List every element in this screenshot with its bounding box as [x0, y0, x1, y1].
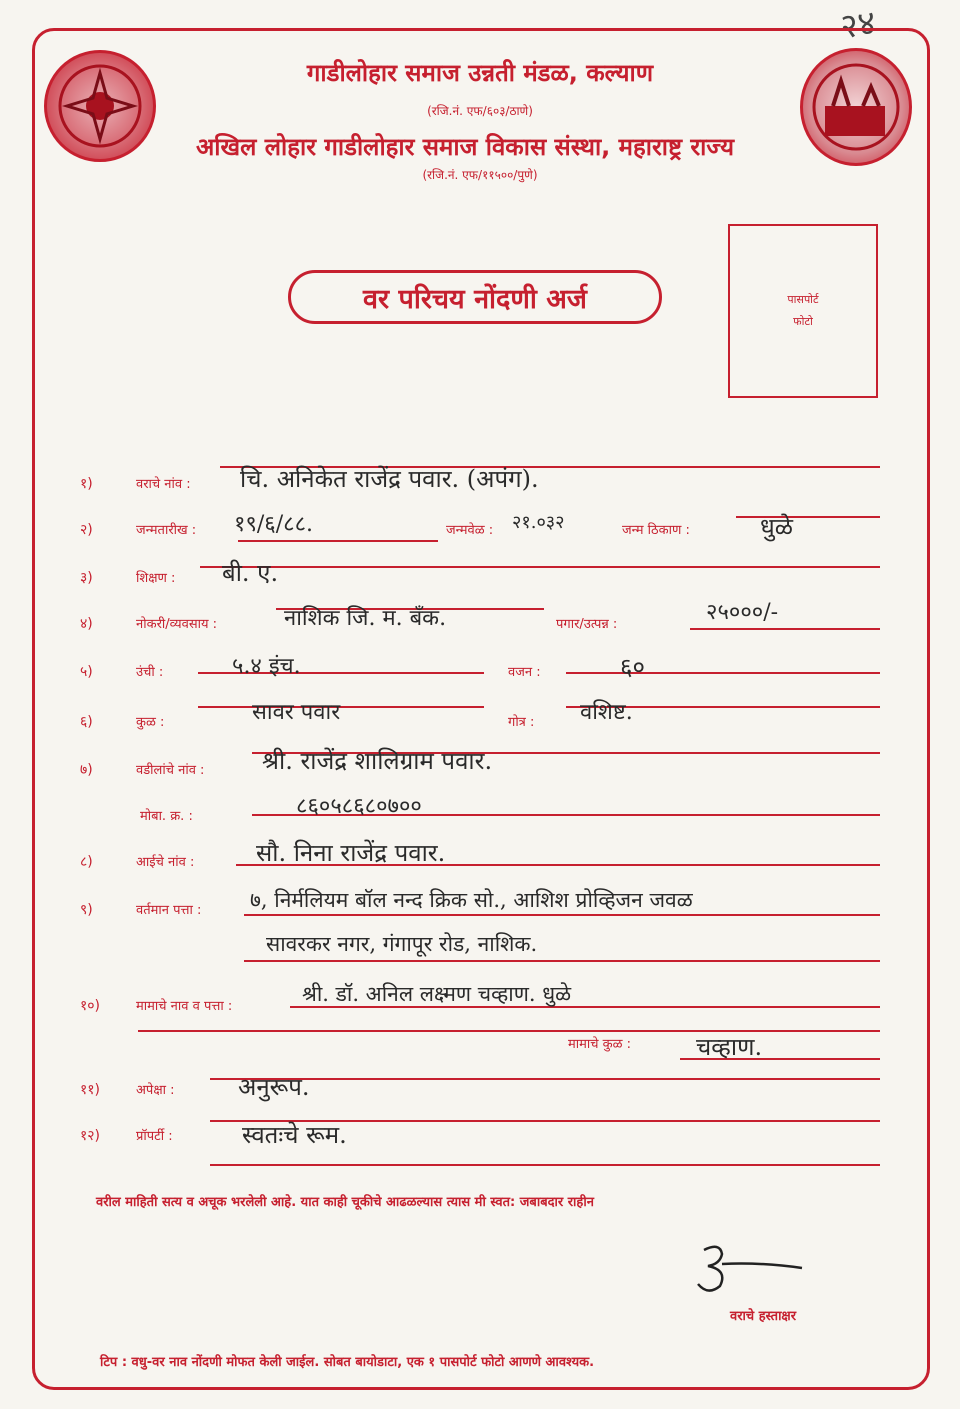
property-line-2 — [210, 1164, 880, 1166]
declaration-text: वरील माहिती सत्य व अचूक भरलेली आहे. यात काही चूकीचे आढळल्यास त्यास मी स्वत: जबाबदार राहीन — [96, 1195, 594, 1210]
education-label: शिक्षण : — [136, 571, 176, 586]
birth-time-value: २१.०३२ — [512, 512, 565, 533]
mother-name-value: सौ. निना राजेंद्र पवार. — [256, 839, 446, 867]
address-value-2: सावरकर नगर, गंगापूर रोड, नाशिक. — [266, 932, 538, 956]
uncle-line-2 — [138, 1030, 880, 1032]
org-reg-secondary: (रजि.नं. एफ/११५००/पुणे) — [422, 168, 538, 182]
height-value: ५.४ इंच. — [232, 654, 301, 679]
field-number: ५) — [80, 664, 93, 680]
expectation-line — [210, 1078, 880, 1080]
property-label: प्रॉपर्टी : — [136, 1129, 173, 1144]
corner-mark: २४ — [837, 2, 879, 48]
uncle-clan-label: मामाचे कुळ : — [568, 1037, 632, 1052]
field-number: ८) — [80, 854, 93, 870]
uncle-value: श्री. डॉ. अनिल लक्ष्मण चव्हाण. धुळे — [302, 982, 572, 1006]
salary-value: २५०००/- — [706, 600, 779, 625]
org-name-primary: गाडीलोहार समाज उन्नती मंडळ, कल्याण — [306, 59, 654, 87]
education-line — [200, 566, 880, 568]
field-number: ११) — [80, 1082, 101, 1098]
photo-label-2: फोटो — [793, 315, 813, 328]
uncle-label: मामाचे नाव व पत्ता : — [136, 999, 233, 1014]
dob-value: १९/६/८८. — [234, 512, 314, 537]
mother-name-label: आईचे नांव : — [136, 855, 195, 870]
dob-label: जन्मतारीख : — [136, 523, 197, 538]
groom-signature — [690, 1240, 810, 1304]
gotra-value: वशिष्ट. — [580, 700, 633, 725]
birth-time-label: जन्मवेळ : — [446, 523, 494, 538]
mobile-label: मोबा. क्र. : — [140, 809, 193, 824]
clan-value: सावर पवार — [252, 700, 341, 725]
address-value-1: ७, निर्मलियम बॉल नन्द क्रिक सो., आशिश प्रोव्हिजन जवळ — [250, 888, 693, 912]
address-label: वर्तमान पत्ता : — [136, 903, 202, 918]
form-title: वर परिचय नोंदणी अर्ज — [363, 283, 587, 315]
form-title-box — [288, 270, 662, 324]
salary-label: पगार/उत्पन्न : — [556, 617, 618, 632]
birth-place-line — [736, 516, 880, 518]
org-name-secondary: अखिल लोहार गाडीलोहार समाज विकास संस्था, महाराष्ट्र राज्य — [195, 133, 735, 161]
property-value: स्वतःचे रूम. — [242, 1121, 347, 1149]
education-value: बी. ए. — [222, 559, 279, 587]
field-number: ४) — [80, 616, 93, 632]
weight-value: ६० — [620, 653, 645, 681]
groom-name-value: चि. अनिकेत राजेंद्र पवार. (अपंग). — [240, 465, 539, 493]
address-line-2 — [244, 960, 880, 962]
birth-place-value: धुळे — [760, 513, 793, 541]
uncle-clan-value: चव्हाण. — [696, 1033, 763, 1061]
clan-label: कुळ : — [136, 715, 165, 730]
field-number: २) — [80, 522, 93, 538]
photo-label-1: पासपोर्ट — [787, 293, 819, 306]
expectation-value: अनुरूप. — [238, 1073, 310, 1101]
field-number: ७) — [80, 762, 93, 778]
field-number: १०) — [80, 998, 101, 1014]
field-number: १२) — [80, 1128, 101, 1144]
father-name-value: श्री. राजेंद्र शालिग्राम पवार. — [262, 747, 493, 775]
occupation-value: नाशिक जि. म. बँक. — [284, 606, 447, 631]
passport-photo-box — [728, 224, 878, 398]
occupation-label: नोकरी/व्यवसाय : — [136, 617, 218, 632]
mobile-value: ८६०५८६८०७०० — [296, 794, 422, 819]
dob-line — [238, 540, 438, 542]
weight-label: वजन : — [508, 665, 541, 680]
birth-place-label: जन्म ठिकाण : — [622, 523, 690, 538]
org-reg-primary: (रजि.नं. एफ/६०३/ठाणे) — [427, 104, 533, 118]
field-number: ३) — [80, 570, 93, 586]
height-label: उंची : — [136, 665, 164, 680]
field-number: १) — [80, 476, 93, 492]
address-line-1 — [244, 914, 880, 916]
expectation-label: अपेक्षा : — [136, 1083, 175, 1098]
salary-line — [690, 628, 880, 630]
groom-name-label: वराचे नांव : — [136, 477, 191, 492]
gotra-label: गोत्र : — [508, 715, 535, 730]
clan-line — [198, 706, 484, 708]
field-number: ९) — [80, 902, 93, 918]
weight-line — [566, 672, 880, 674]
field-number: ६) — [80, 714, 93, 730]
signature-label: वराचे हस्ताक्षर — [730, 1309, 797, 1324]
footer-note: टिप : वधु-वर नाव नोंदणी मोफत केली जाईल. सोबत बायोडाटा, एक १ पासपोर्ट फोटो आणणे आवश्यक. — [100, 1355, 595, 1370]
father-name-label: वडीलांचे नांव : — [136, 763, 205, 778]
